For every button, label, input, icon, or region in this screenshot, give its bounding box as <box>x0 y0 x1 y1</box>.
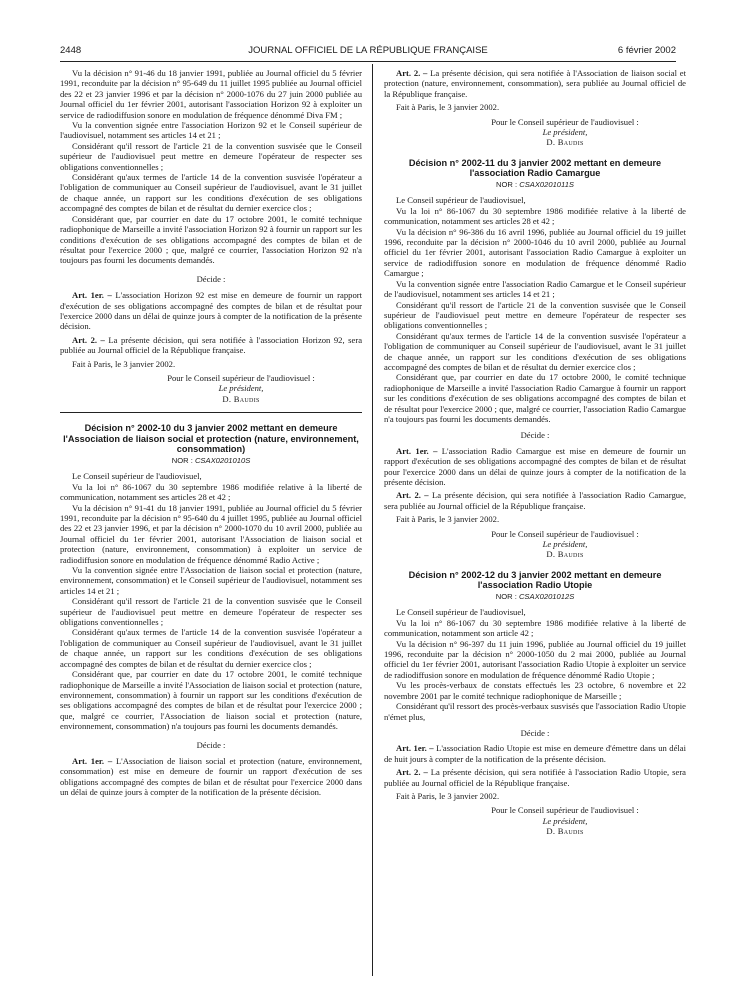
paragraph: Vu la décision n° 91-41 du 18 janvier 1991, publiée au Journal officiel du 5 février 1991, reconduite par la décision n° 95-640 du 4 juillet 1995, publiée au Journal officiel des 22 et 23 janvier 1996, et par la décision n° 2000-1070 du 10 avril 2000, publiée au Journal officiel du 1er février 2001, autorisant l'Association de liaison social et protection (nature, environnement, consommation) à exploiter un service de radiodiffusion sonore en modulation de fréquence dénommé Radio Active ; <box>60 502 362 565</box>
fait-line: Fait à Paris, le 3 janvier 2002. <box>72 358 176 369</box>
signature-role: Le président, <box>542 127 588 138</box>
paragraph: Le Conseil supérieur de l'audiovisuel, <box>396 195 526 206</box>
article-label: Art. 1er. – <box>396 743 434 754</box>
section-rule <box>60 412 362 413</box>
paragraph: Vu la convention signée entre l'association Horizon 92 et le Conseil supérieur de l'audiovisuel, notamment ses articles 14 et 21 ; <box>60 120 362 141</box>
signature-name: D. Baudis <box>546 826 584 837</box>
paragraph: Considérant qu'aux termes de l'article 14 de la convention susvisée l'opérateur a l'obligation de communiquer au Conseil supérieur de l'audiovisuel, avant le 31 juillet de chaque année, un rapport sur les conditions d'exécution de ses obligations accompagné des comptes de bilan et de résultat du dernier exercice clos ; <box>60 172 362 214</box>
signature-role: Le président, <box>542 815 588 826</box>
paragraph: Vu la décision n° 91-46 du 18 janvier 1991, publiée au Journal officiel du 5 février 1991, reconduite par la décision n° 95-649 du 11 juillet 1995 publiée au Journal officiel des 22 et 23 janvier 1996 et par la décision n° 2000-1076 du 27 juin 2000 publiée au Journal officiel du 1er février 2001, autorisant l'association Horizon 92 à exploiter un service de radiodiffusion sonore en modulation de fréquence dénommé Diva FM ; <box>60 68 362 120</box>
page-number: 2448 <box>60 45 82 56</box>
signature-line: Pour le Conseil supérieur de l'audiovisuel : <box>491 528 639 539</box>
paragraph: Vu les procès-verbaux de constats effectués les 23 octobre, 6 novembre et 22 novembre 2001 par le comité technique radiophonique de Marseille ; <box>384 680 686 701</box>
article-2 <box>384 490 686 511</box>
paragraph: Considérant qu'il ressort de l'article 21 de la convention susvisée que le Conseil supérieur de l'audiovisuel peut mettre en demeure l'opérateur de respecter ses obligations conventionnelles ; <box>60 596 362 628</box>
paragraph: Le Conseil supérieur de l'audiovisuel, <box>72 471 202 482</box>
article-label: Art. 2. – <box>72 334 105 345</box>
paragraph: Vu la loi n° 86-1067 du 30 septembre 1986 modifiée relative à la liberté de communication, notamment ses articles 28 et 42 ; <box>60 481 362 503</box>
right-column <box>384 68 686 837</box>
header-rule <box>60 61 676 62</box>
paragraph: Vu la décision n° 96-386 du 16 avril 1996, publiée au Journal officiel du 19 juillet 1996, reconduite par la décision n° 2000-1046 du 10 avril 2000, publiée au Journal officiel du 1er février 2001, autorisant l'association Radio Camargue à exploiter un service de radiodiffusion sonore en modulation de fréquence dénommé Radio Camargue ; <box>384 226 686 279</box>
decision-title: Décision n° 2002-10 du 3 janvier 2002 mettant en demeure l'Association de liaison social et protection (nature, environnement, consommation) <box>63 423 359 455</box>
article-text: La présente décision, qui sera notifiée à l'association Horizon 92, sera publiée au Journal officiel de la République française. <box>60 334 363 356</box>
page-header <box>60 45 676 59</box>
decide-heading: Décide : <box>520 430 550 441</box>
column-divider <box>372 64 373 976</box>
paragraph: Considérant que, par courrier en date du 17 octobre 2001, le comité technique radiophonique de Marseille a invité l'Association de liaison social et protection (nature, environnement, consommation) à fournir un rapport sur les conditions d'exécution de ses obligations accompagné des comptes de bilan et de résultat pour l'exercice 2000 ; que, malgré ce courrier, l'Association de liaison social et protection (nature, environnement, consommation) n'a toujours pas fourni les documents demandés. <box>60 669 362 732</box>
nor-label: NOR : <box>171 455 193 465</box>
paragraph: Considérant que, par courrier en date du 17 octobre 2001, le comité technique radiophonique de Marseille a invité l'association Horizon 92 à fournir un rapport sur les conditions d'exécution de ses obligations accompagné des comptes de bilan et de résultat pour l'exercice 2000 ; que, malgré ce courrier, l'association Horizon 92 n'a toujours pas fourni les documents demandés. <box>60 213 362 266</box>
decide-heading: Décide : <box>196 273 226 284</box>
signature-line: Pour le Conseil supérieur de l'audiovisuel : <box>167 372 315 383</box>
fait-line: Fait à Paris, le 3 janvier 2002. <box>396 790 500 801</box>
article-text: La présente décision, qui sera notifiée à l'association Radio Utopie, sera publiée au Journal officiel de la République française. <box>384 767 686 788</box>
paragraph: Considérant que, par courrier en date du 17 octobre 2000, le comité technique radiophonique de Marseille a invité l'association Radio Camargue à fournir un rapport sur les conditions d'exécution de ses obligations accompagné des comptes de bilan et de résultat pour l'exercice 2000 ; que, malgré ce courrier, l'association Radio Camargue n'a toujours pas fourni les documents demandés. <box>384 372 686 424</box>
article-label: Art. 1er. – <box>72 755 113 766</box>
nor-code: CSAX0201010S <box>194 455 251 465</box>
decision-title: Décision n° 2002-12 du 3 janvier 2002 mettant en demeure l'association Radio Utopie <box>408 569 662 591</box>
signature-name: D. Baudis <box>222 393 260 404</box>
article-text: L'Association de liaison social et protection (nature, environnement, consommation) est mise en demeure de fournir un rapport d'exécution de ses obligations accompagné des comptes de bilan et de résultat pour l'exercice 2000 dans un délai de quinze jours à compter de la notification de la présente décision. <box>60 755 362 798</box>
article-1 <box>60 756 362 798</box>
nor-reference <box>60 456 362 466</box>
signature-role: Le président, <box>542 539 588 550</box>
article-text: L'association Radio Utopie est mise en demeure d'émettre dans un délai de huit jours à compter de la notification de la présente décision. <box>384 743 686 764</box>
nor-reference <box>384 180 686 190</box>
paragraph: Vu la convention signée entre l'association Radio Camargue et le Conseil supérieur de l'audiovisuel, notamment ses articles 14 et 21 ; <box>384 278 686 300</box>
paragraph: Vu la loi n° 86-1067 du 30 septembre 1986 modifiée relative à la liberté de communication, notamment ses articles 28 et 42 ; <box>384 205 686 227</box>
fait-line: Fait à Paris, le 3 janvier 2002. <box>396 102 500 113</box>
left-column <box>60 68 362 798</box>
decide-heading: Décide : <box>196 739 226 750</box>
article-label: Art. 1er. – <box>72 290 112 301</box>
paragraph: Considérant qu'il ressort de l'article 21 de la convention susvisée que le Conseil supérieur de l'audiovisuel peut mettre en demeure l'opérateur de respecter ses obligations conventionnelles ; <box>384 299 686 331</box>
article-1 <box>384 446 686 488</box>
article-label: Art. 2. – <box>396 68 428 78</box>
article-label: Art. 1er. – <box>396 445 438 456</box>
article-2 <box>384 68 686 99</box>
article-text: L'association Horizon 92 est mise en demeure de fournir un rapport d'exécution de ses obligations accompagné des comptes de bilan et de résultat pour l'exercice 2000 dans un délai de quinze jours à compter de la notification de la présente décision. <box>60 290 362 332</box>
signature-line: Pour le Conseil supérieur de l'audiovisuel : <box>491 116 639 127</box>
nor-code: CSAX0201011S <box>519 180 574 190</box>
article-label: Art. 2. – <box>396 490 429 501</box>
paragraph: Vu la convention signée entre l'Association de liaison social et protection (nature, environnement, consommation) et le Conseil supérieur de l'audiovisuel, notamment ses articles 14 et 21 ; <box>60 565 362 596</box>
signature-name: D. Baudis <box>546 137 584 148</box>
article-1 <box>384 743 686 764</box>
issue-date: 6 février 2002 <box>617 45 676 56</box>
article-2 <box>60 335 362 356</box>
article-1 <box>60 290 362 332</box>
nor-reference <box>384 592 686 602</box>
paragraph: Considérant qu'il ressort des procès-verbaux susvisés que l'association Radio Utopie n'émet plus, <box>384 701 686 722</box>
article-2 <box>384 767 686 788</box>
paragraph: Considérant qu'aux termes de l'article 14 de la convention susvisée l'opérateur a l'obligation de communiquer au Conseil supérieur de l'audiovisuel, avant le 31 juillet de chaque année, un rapport sur les conditions d'exécution de ses obligations accompagné des comptes de bilan et de résultat du dernier exercice clos ; <box>60 627 362 669</box>
journal-title: JOURNAL OFFICIEL DE LA RÉPUBLIQUE FRANÇAISE <box>248 45 488 56</box>
article-text: La présente décision, qui sera notifiée à l'association Radio Camargue, sera publiée au Journal officiel de la République française. <box>384 490 686 511</box>
decision-title: Décision n° 2002-11 du 3 janvier 2002 mettant en demeure l'association Radio Camargue <box>408 157 662 179</box>
article-label: Art. 2. – <box>396 767 428 778</box>
signature-role: Le président, <box>218 383 264 394</box>
signature-name: D. Baudis <box>546 549 584 560</box>
signature-line: Pour le Conseil supérieur de l'audiovisuel : <box>491 805 639 816</box>
paragraph: Considérant qu'aux termes de l'article 14 de la convention susvisée l'opérateur a l'obligation de communiquer au Conseil supérieur de l'audiovisuel, avant le 31 juillet de chaque année, un rapport sur les conditions d'exécution de ses obligations accompagné des comptes de bilan et de résultat du dernier exercice clos ; <box>384 330 686 372</box>
paragraph: Vu la loi n° 86-1067 du 30 septembre 1986 modifiée relative à la liberté de communication, notamment son article 42 ; <box>384 617 686 639</box>
article-text: L'association Radio Camargue est mise en demeure de fournir un rapport d'exécution de ses obligations accompagné des comptes de bilan et de résultat pour l'exercice 2000 dans un délai de quinze jours à compter de la notification de la présente décision. <box>384 445 686 487</box>
nor-label: NOR : <box>495 592 517 602</box>
nor-code: CSAX0201012S <box>518 592 575 602</box>
paragraph: Considérant qu'il ressort de l'article 21 de la convention susvisée que le Conseil supérieur de l'audiovisuel peut mettre en demeure l'opérateur de respecter ses obligations conventionnelles ; <box>60 140 362 172</box>
article-text: La présente décision, qui sera notifiée à l'Association de liaison social et protection (nature, environnement, consommation), sera publiée au Journal officiel de la République française. <box>384 68 686 99</box>
paragraph: Le Conseil supérieur de l'audiovisuel, <box>396 607 526 618</box>
paragraph: Vu la décision n° 96-397 du 11 juin 1996, publiée au Journal officiel du 19 juillet 1996, reconduite par la décision n° 2000-1050 du 2 mai 2000, publiée au Journal officiel du 1er février 2001, autorisant l'association Radio Utopie à exploiter un service de radiodiffusion sonore en modulation de fréquence dénommé Radio Utopie ; <box>384 638 686 680</box>
decide-heading: Décide : <box>520 727 550 738</box>
fait-line: Fait à Paris, le 3 janvier 2002. <box>396 514 500 525</box>
nor-label: NOR : <box>496 180 518 190</box>
